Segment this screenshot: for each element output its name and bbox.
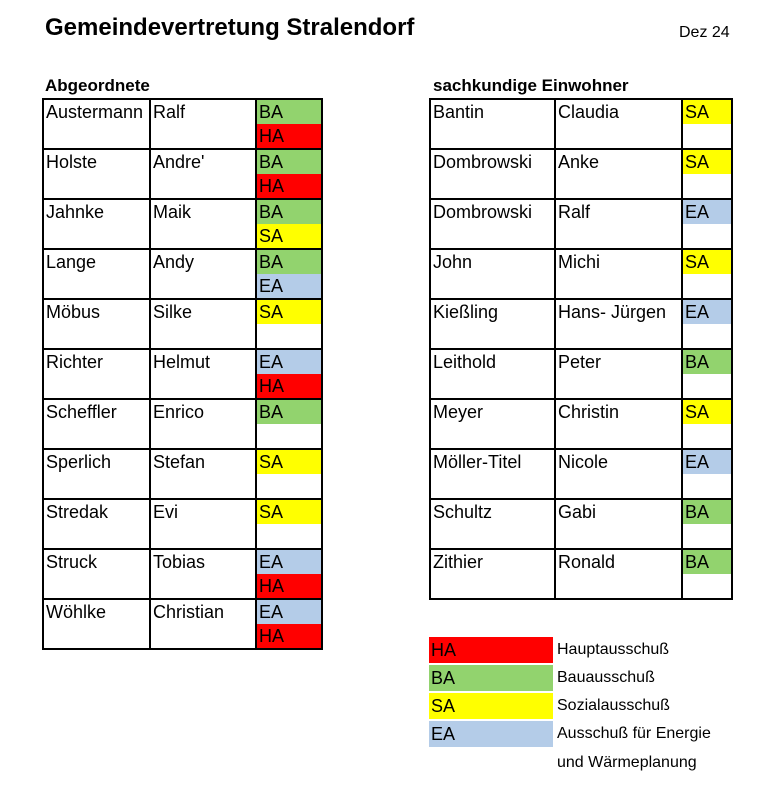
date-label: Dez 24 xyxy=(679,24,730,41)
committee-badge: EA xyxy=(683,450,731,474)
table-row xyxy=(43,249,322,299)
last-name-cell: Austermann xyxy=(43,99,150,149)
committee-cell xyxy=(682,249,732,299)
committee-badge: BA xyxy=(257,100,321,124)
legend-swatch: HA xyxy=(429,637,553,663)
first-name-cell: Ralf xyxy=(150,99,256,149)
committee-badge: HA xyxy=(257,374,321,398)
table-row xyxy=(43,299,322,349)
last-name-cell: Lange xyxy=(43,249,150,299)
first-name-cell: Michi xyxy=(555,249,682,299)
committee-badge: SA xyxy=(683,150,731,174)
last-name-cell: Wöhlke xyxy=(43,599,150,649)
table-row xyxy=(43,399,322,449)
last-name-cell: Leithold xyxy=(430,349,555,399)
last-name-cell: Bantin xyxy=(430,99,555,149)
last-name-cell: Möller-Titel xyxy=(430,449,555,499)
legend-item xyxy=(429,721,711,749)
last-name-cell: Jahnke xyxy=(43,199,150,249)
committee-cell xyxy=(256,99,322,149)
table-row xyxy=(43,549,322,599)
first-name-cell: Christian xyxy=(150,599,256,649)
legend-swatch: EA xyxy=(429,721,553,747)
committee-badge: SA xyxy=(257,224,321,248)
page-title: Gemeindevertretung Stralendorf xyxy=(45,14,415,41)
first-name-cell: Tobias xyxy=(150,549,256,599)
committee-badge: HA xyxy=(257,124,321,148)
legend-label: Bauausschuß xyxy=(557,669,655,686)
committee-badge: EA xyxy=(257,550,321,574)
first-name-cell: Evi xyxy=(150,499,256,549)
legend-swatch: SA xyxy=(429,693,553,719)
committee-badge: EA xyxy=(683,200,731,224)
legend-label: Hauptausschuß xyxy=(557,641,670,658)
committee-badge: HA xyxy=(257,174,321,198)
last-name-cell: Struck xyxy=(43,549,150,599)
table-row xyxy=(43,499,322,549)
committee-badge: BA xyxy=(257,150,321,174)
committee-cell xyxy=(256,449,322,499)
first-name-cell: Claudia xyxy=(555,99,682,149)
last-name-cell: Richter xyxy=(43,349,150,399)
last-name-cell: Zithier xyxy=(430,549,555,599)
last-name-cell: Meyer xyxy=(430,399,555,449)
legend-item xyxy=(429,665,711,693)
committee-badge: SA xyxy=(683,400,731,424)
committee-cell xyxy=(682,549,732,599)
legend-label: Sozialausschuß xyxy=(557,697,670,714)
first-name-cell: Andre' xyxy=(150,149,256,199)
committee-cell xyxy=(682,149,732,199)
committee-badge: EA xyxy=(683,300,731,324)
committee-badge: BA xyxy=(257,250,321,274)
committee-cell xyxy=(256,399,322,449)
legend-item xyxy=(429,693,711,721)
committee-cell xyxy=(682,199,732,249)
committee-badge: BA xyxy=(257,400,321,424)
last-name-cell: Dombrowski xyxy=(430,149,555,199)
committee-badge: EA xyxy=(257,600,321,624)
committee-badge: EA xyxy=(257,350,321,374)
committee-badge: HA xyxy=(257,624,321,648)
last-name-cell: Möbus xyxy=(43,299,150,349)
einwohner-table xyxy=(429,98,733,600)
table-row xyxy=(430,99,732,149)
table-row xyxy=(430,399,732,449)
first-name-cell: Ralf xyxy=(555,199,682,249)
committee-cell xyxy=(682,399,732,449)
table-row xyxy=(430,299,732,349)
committee-cell xyxy=(256,249,322,299)
table-row xyxy=(43,599,322,649)
table-row xyxy=(430,149,732,199)
committee-badge: BA xyxy=(683,500,731,524)
legend-swatch: BA xyxy=(429,665,553,691)
committee-cell xyxy=(682,99,732,149)
committee-cell xyxy=(256,199,322,249)
committee-cell xyxy=(256,299,322,349)
table-row xyxy=(430,199,732,249)
first-name-cell: Maik xyxy=(150,199,256,249)
first-name-cell: Peter xyxy=(555,349,682,399)
committee-badge: SA xyxy=(683,100,731,124)
table-row xyxy=(430,499,732,549)
last-name-cell: Dombrowski xyxy=(430,199,555,249)
table-row xyxy=(43,449,322,499)
committee-cell xyxy=(682,449,732,499)
committee-badge: SA xyxy=(683,250,731,274)
committee-badge: HA xyxy=(257,574,321,598)
last-name-cell: Schultz xyxy=(430,499,555,549)
einwohner-heading: sachkundige Einwohner xyxy=(433,76,629,95)
legend-item xyxy=(429,637,711,665)
committee-cell xyxy=(682,499,732,549)
table-row xyxy=(430,549,732,599)
committee-badge: BA xyxy=(683,350,731,374)
committee-cell xyxy=(256,599,322,649)
abgeordnete-table xyxy=(42,98,323,650)
first-name-cell: Gabi xyxy=(555,499,682,549)
table-row xyxy=(430,249,732,299)
last-name-cell: Sperlich xyxy=(43,449,150,499)
committee-badge: SA xyxy=(257,450,321,474)
legend-continuation: und Wärmeplanung xyxy=(557,754,697,771)
first-name-cell: Hans- Jürgen xyxy=(555,299,682,349)
committee-cell xyxy=(256,149,322,199)
committee-badge: BA xyxy=(683,550,731,574)
last-name-cell: John xyxy=(430,249,555,299)
legend-label: Ausschuß für Energie xyxy=(557,725,711,742)
abgeordnete-heading: Abgeordnete xyxy=(45,76,150,95)
table-row xyxy=(43,199,322,249)
committee-badge: SA xyxy=(257,500,321,524)
committee-cell xyxy=(682,349,732,399)
table-row xyxy=(43,99,322,149)
first-name-cell: Nicole xyxy=(555,449,682,499)
first-name-cell: Andy xyxy=(150,249,256,299)
committee-cell xyxy=(256,349,322,399)
legend xyxy=(429,637,711,777)
first-name-cell: Silke xyxy=(150,299,256,349)
last-name-cell: Holste xyxy=(43,149,150,199)
last-name-cell: Stredak xyxy=(43,499,150,549)
first-name-cell: Enrico xyxy=(150,399,256,449)
first-name-cell: Ronald xyxy=(555,549,682,599)
last-name-cell: Kießling xyxy=(430,299,555,349)
committee-cell xyxy=(682,299,732,349)
committee-badge: BA xyxy=(257,200,321,224)
table-row xyxy=(430,449,732,499)
table-row xyxy=(43,349,322,399)
committee-badge: EA xyxy=(257,274,321,298)
first-name-cell: Stefan xyxy=(150,449,256,499)
first-name-cell: Helmut xyxy=(150,349,256,399)
legend-items xyxy=(429,637,711,749)
last-name-cell: Scheffler xyxy=(43,399,150,449)
table-row xyxy=(430,349,732,399)
committee-cell xyxy=(256,549,322,599)
first-name-cell: Christin xyxy=(555,399,682,449)
committee-cell xyxy=(256,499,322,549)
table-row xyxy=(43,149,322,199)
first-name-cell: Anke xyxy=(555,149,682,199)
committee-badge: SA xyxy=(257,300,321,324)
